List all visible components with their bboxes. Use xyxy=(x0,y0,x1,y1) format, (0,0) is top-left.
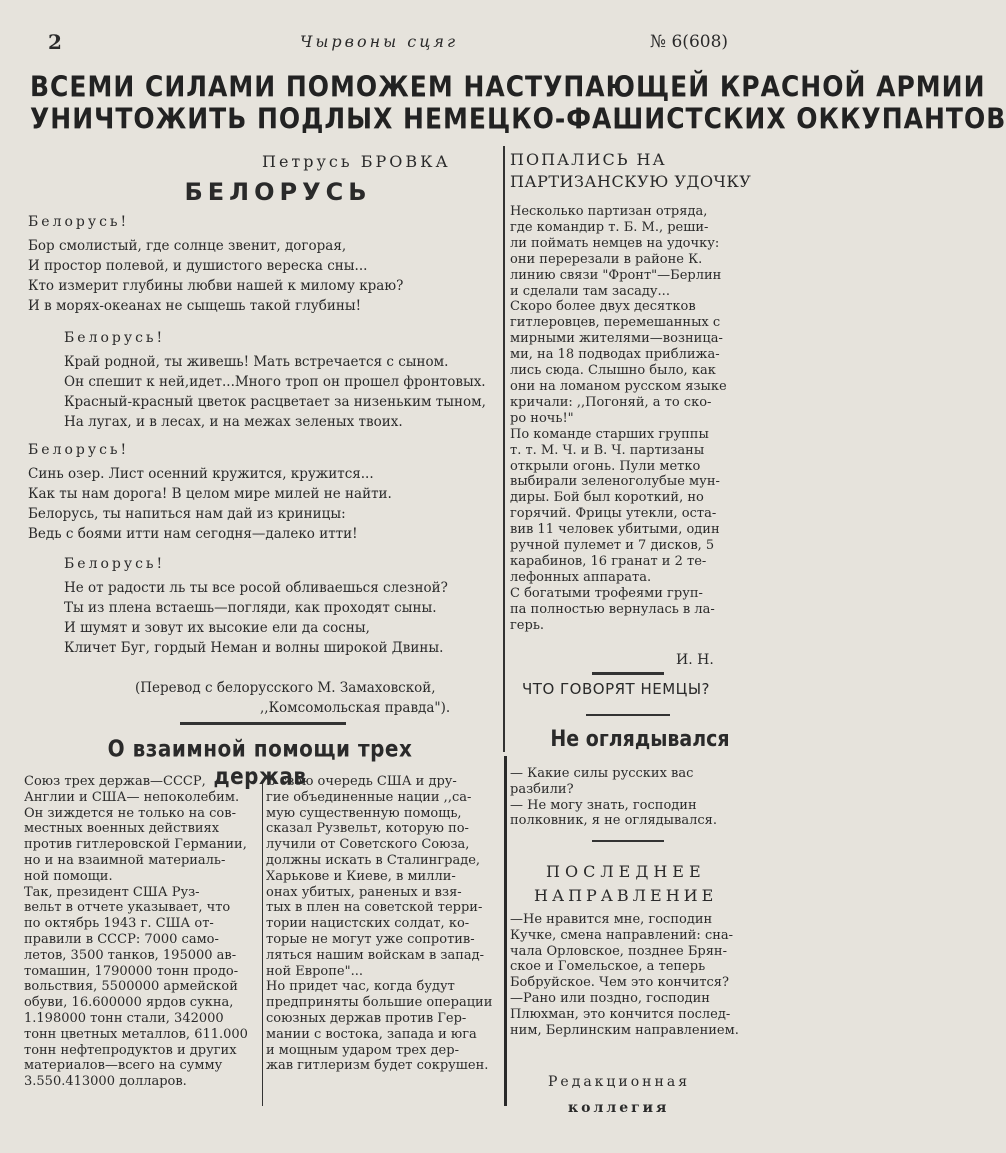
text-line: гитлеровцев, перемешанных с xyxy=(510,315,721,331)
text-line: тонн нефтепродуктов и других xyxy=(24,1042,237,1058)
text-line: томашин, 1790000 тонн продо- xyxy=(24,963,239,979)
text-line: Скоро более двух десятков xyxy=(510,299,696,315)
text-line: жав гитлеризм будет сокрушен. xyxy=(266,1058,489,1074)
headline-line-2: УНИЧТОЖИТЬ ПОДЛЫХ НЕМЕЦКО-ФАШИСТСКИХ ОККУПАНТОВ xyxy=(30,101,1006,136)
text-line: горячий. Фрицы утекли, оста- xyxy=(510,506,717,522)
text-line: ручной пулемет и 7 дисков, 5 xyxy=(510,538,715,554)
text-line: лефонных аппарата. xyxy=(510,569,652,585)
text-line: местных военных действиях xyxy=(24,821,220,837)
translation-note: (Перевод с белорусского М. Замаховской, xyxy=(135,680,436,696)
text-line: и мощным ударом трех дер- xyxy=(266,1042,459,1058)
text-line: гие объединенные нации ,,са- xyxy=(266,789,472,805)
section-rule xyxy=(180,722,346,725)
text-line: Англии и США— непоколебим. xyxy=(24,789,240,805)
poem-line: Синь озер. Лист осенний кружится, кружится... xyxy=(28,466,374,482)
poem-stanza-2 xyxy=(64,330,504,432)
text-line: ной Европе"... xyxy=(266,963,363,979)
stanza-heading: Белорусь! xyxy=(28,442,130,458)
text-line: диры. Бой был короткий, но xyxy=(510,490,704,506)
text-line: ро ночь!" xyxy=(510,410,574,426)
poem-line: Не от радости ль ты все росой обливаешься слезной? xyxy=(64,580,448,596)
text-line: карабинов, 16 гранат и 2 те- xyxy=(510,553,707,569)
poem-line: Кто измерит глубины любви нашей к милому краю? xyxy=(28,278,404,294)
poem-stanza-3 xyxy=(28,442,498,544)
stanza-heading: Белорусь! xyxy=(28,214,130,230)
poem-line: Белорусь, ты напиться нам дай из криницы: xyxy=(28,506,346,522)
text-line: ское и Гомельское, а теперь xyxy=(510,959,706,975)
mutual-help-column-1 xyxy=(24,774,258,1090)
last-direction-title-line-1: ПОСЛЕДНЕЕ xyxy=(546,862,706,881)
text-line: сказал Рузвельт, которую по- xyxy=(266,821,469,837)
stanza-heading: Белорусь! xyxy=(64,330,166,346)
poem-line: Красный-красный цветок расцветает за низеньким тыном, xyxy=(64,394,486,410)
text-line: мирными жителями—возница- xyxy=(510,331,723,347)
text-line: Но придет час, когда будут xyxy=(266,979,455,995)
stanza-heading: Белорусь! xyxy=(64,556,166,572)
poem-line: Он спешит к ней,идет...Много троп он прошел фронтовых. xyxy=(64,374,486,390)
text-line: 1.198000 тонн стали, 342000 xyxy=(24,1010,224,1026)
text-line: Так, президент США Руз- xyxy=(24,884,200,900)
poem-line: Как ты нам дорога! В целом мире милей не найти. xyxy=(28,486,392,502)
text-line: ли поймать немцев на удочку: xyxy=(510,235,720,251)
editorial-line-1: Редакционная xyxy=(548,1074,691,1090)
text-line: па полностью вернулась в ла- xyxy=(510,601,715,617)
poem-line: Край родной, ты живешь! Мать встречается с сыном. xyxy=(64,354,449,370)
poem-stanza-1 xyxy=(28,214,498,316)
text-line: ним, Берлинским направлением. xyxy=(510,1022,739,1038)
text-line: должны искать в Сталинграде, xyxy=(266,852,481,868)
text-line: ной помощи. xyxy=(24,868,113,884)
text-line: выбирали зеленоголубые мун- xyxy=(510,474,720,490)
mutual-help-column-2 xyxy=(266,774,500,1074)
text-line: — Не могу знать, господин xyxy=(510,797,697,813)
poem-line: И в морях-океанах не сыщешь такой глубины! xyxy=(28,298,362,314)
text-line: т. т. М. Ч. и В. Ч. партизаны xyxy=(510,442,705,458)
text-line: они на ломаном русском языке xyxy=(510,378,727,394)
text-line: тых в плен на советской терри- xyxy=(266,900,483,916)
text-line: Кучке, смена направлений: сна- xyxy=(510,927,734,943)
text-line: 3.550.413000 долларов. xyxy=(24,1074,187,1090)
text-line: чала Орловское, позднее Брян- xyxy=(510,943,727,959)
text-line: лись сюда. Слышно было, как xyxy=(510,363,716,379)
mutual-help-title: О взаимной помощи трех держав xyxy=(107,734,413,790)
editorial-line-2: коллегия xyxy=(568,1100,670,1116)
poem-author: Петрусь БРОВКА xyxy=(262,152,451,171)
page-number: 2 xyxy=(48,30,62,54)
text-line: мании с востока, запада и юга xyxy=(266,1026,477,1042)
text-line: тории нацистских солдат, ко- xyxy=(266,916,470,932)
germans-title: ЧТО ГОВОРЯТ НЕМЦЫ? xyxy=(522,680,711,698)
text-line: Плюхман, это кончится послед- xyxy=(510,1006,731,1022)
poem-line: Кличет Буг, гордый Неман и волны широкой Двины. xyxy=(64,640,444,656)
text-line: открыли огонь. Пули метко xyxy=(510,458,701,474)
text-line: тонн цветных металлов, 611.000 xyxy=(24,1026,248,1042)
poem-line: И простор полевой, и душистого вереска сны... xyxy=(28,258,368,274)
text-line: Несколько партизан отряда, xyxy=(510,204,708,219)
newspaper-name: Чырвоны сцяг xyxy=(300,32,459,51)
text-line: но и на взаимной материаль- xyxy=(24,852,226,868)
poem-line: И шумят и зовут их высокие ели да сосны, xyxy=(64,620,370,636)
last-direction-title-line-2: НАПРАВЛЕНИЕ xyxy=(534,886,718,905)
poem-line: Ведь с боями итти нам сегодня—далеко итти! xyxy=(28,526,358,542)
text-line: ляться нашим войскам в запад- xyxy=(266,947,485,963)
text-line: мую существенную помощь, xyxy=(266,805,462,821)
column-divider xyxy=(503,146,505,752)
text-line: герь. xyxy=(510,617,545,633)
text-line: Харькове и Киеве, в милли- xyxy=(266,868,456,884)
text-line: по октябрь 1943 г. США от- xyxy=(24,916,214,932)
section-rule xyxy=(592,672,664,675)
text-line: кричали: ,,Погоняй, а то ско- xyxy=(510,394,712,410)
text-line: В свою очередь США и дру- xyxy=(266,774,457,789)
last-direction-body xyxy=(510,912,768,1038)
column-divider-lower xyxy=(504,756,507,1106)
text-line: С богатыми трофеями груп- xyxy=(510,585,703,601)
text-line: против гитлеровской Германии, xyxy=(24,837,247,853)
text-line: вельт в отчете указывает, что xyxy=(24,900,231,916)
text-line: онах убитых, раненых и взя- xyxy=(266,884,462,900)
text-line: торые не могут уже сопротив- xyxy=(266,931,475,947)
text-line: По команде старших группы xyxy=(510,426,709,442)
poem-line: На лугах, и в лесах, и на межах зеленых твоих. xyxy=(64,414,403,430)
text-line: обуви, 16.600000 ярдов сукна, xyxy=(24,995,234,1011)
text-line: лучили от Советского Союза, xyxy=(266,837,470,853)
text-line: и сделали там засаду... xyxy=(510,283,670,299)
text-line: правили в СССР: 7000 само- xyxy=(24,931,219,947)
text-line: предприняты большие операции xyxy=(266,995,493,1011)
section-rule xyxy=(592,840,664,842)
partisans-title-line-1: ПОПАЛИСЬ НА xyxy=(510,150,667,169)
text-line: материалов—всего на сумму xyxy=(24,1058,223,1074)
text-line: вольствия, 5500000 армейской xyxy=(24,979,238,995)
text-line: союзных держав против Гер- xyxy=(266,1010,467,1026)
issue-number: № 6(608) xyxy=(650,32,729,52)
text-line: вив 11 человек убитыми, один xyxy=(510,522,720,538)
partisans-body xyxy=(510,204,768,633)
not-looked-back-title: Не оглядывался xyxy=(550,726,730,752)
headline-line-1: ВСЕМИ СИЛАМИ ПОМОЖЕМ НАСТУПАЮЩЕЙ КРАСНОЙ АРМИИ xyxy=(30,69,986,104)
poem-title: БЕЛОРУСЬ xyxy=(184,178,372,206)
poem-stanza-4 xyxy=(64,556,504,658)
text-line: — Какие силы русских вас xyxy=(510,766,694,781)
text-line: разбили? xyxy=(510,781,574,797)
text-line: ми, на 18 подводах приближа- xyxy=(510,347,720,363)
text-line: Бобруйское. Чем это кончится? xyxy=(510,975,729,991)
column-divider-article xyxy=(262,780,263,1106)
text-line: Он зиждется не только на сов- xyxy=(24,805,236,821)
text-line: —Не нравится мне, господин xyxy=(510,912,713,927)
not-looked-back-body xyxy=(510,766,768,829)
poem-line: Ты из плена встаешь—погляди, как проходят сыны. xyxy=(64,600,437,616)
partisans-signature: И. Н. xyxy=(676,652,714,668)
partisans-title-line-2: ПАРТИЗАНСКУЮ УДОЧКУ xyxy=(510,172,752,191)
poem-line: Бор смолистый, где солнце звенит, догорая, xyxy=(28,238,347,254)
text-line: где командир т. Б. М., реши- xyxy=(510,219,709,235)
text-line: они перерезали в районе К. xyxy=(510,251,703,267)
text-line: —Рано или поздно, господин xyxy=(510,990,710,1006)
section-rule xyxy=(586,714,670,716)
text-line: полковник, я не оглядывался. xyxy=(510,813,717,829)
text-line: Союз трех держав—СССР, xyxy=(24,774,206,789)
translation-source: ,,Комсомольская правда"). xyxy=(260,700,451,716)
text-line: линию связи "Фронт"—Берлин xyxy=(510,267,722,283)
text-line: летов, 3500 танков, 195000 ав- xyxy=(24,947,237,963)
